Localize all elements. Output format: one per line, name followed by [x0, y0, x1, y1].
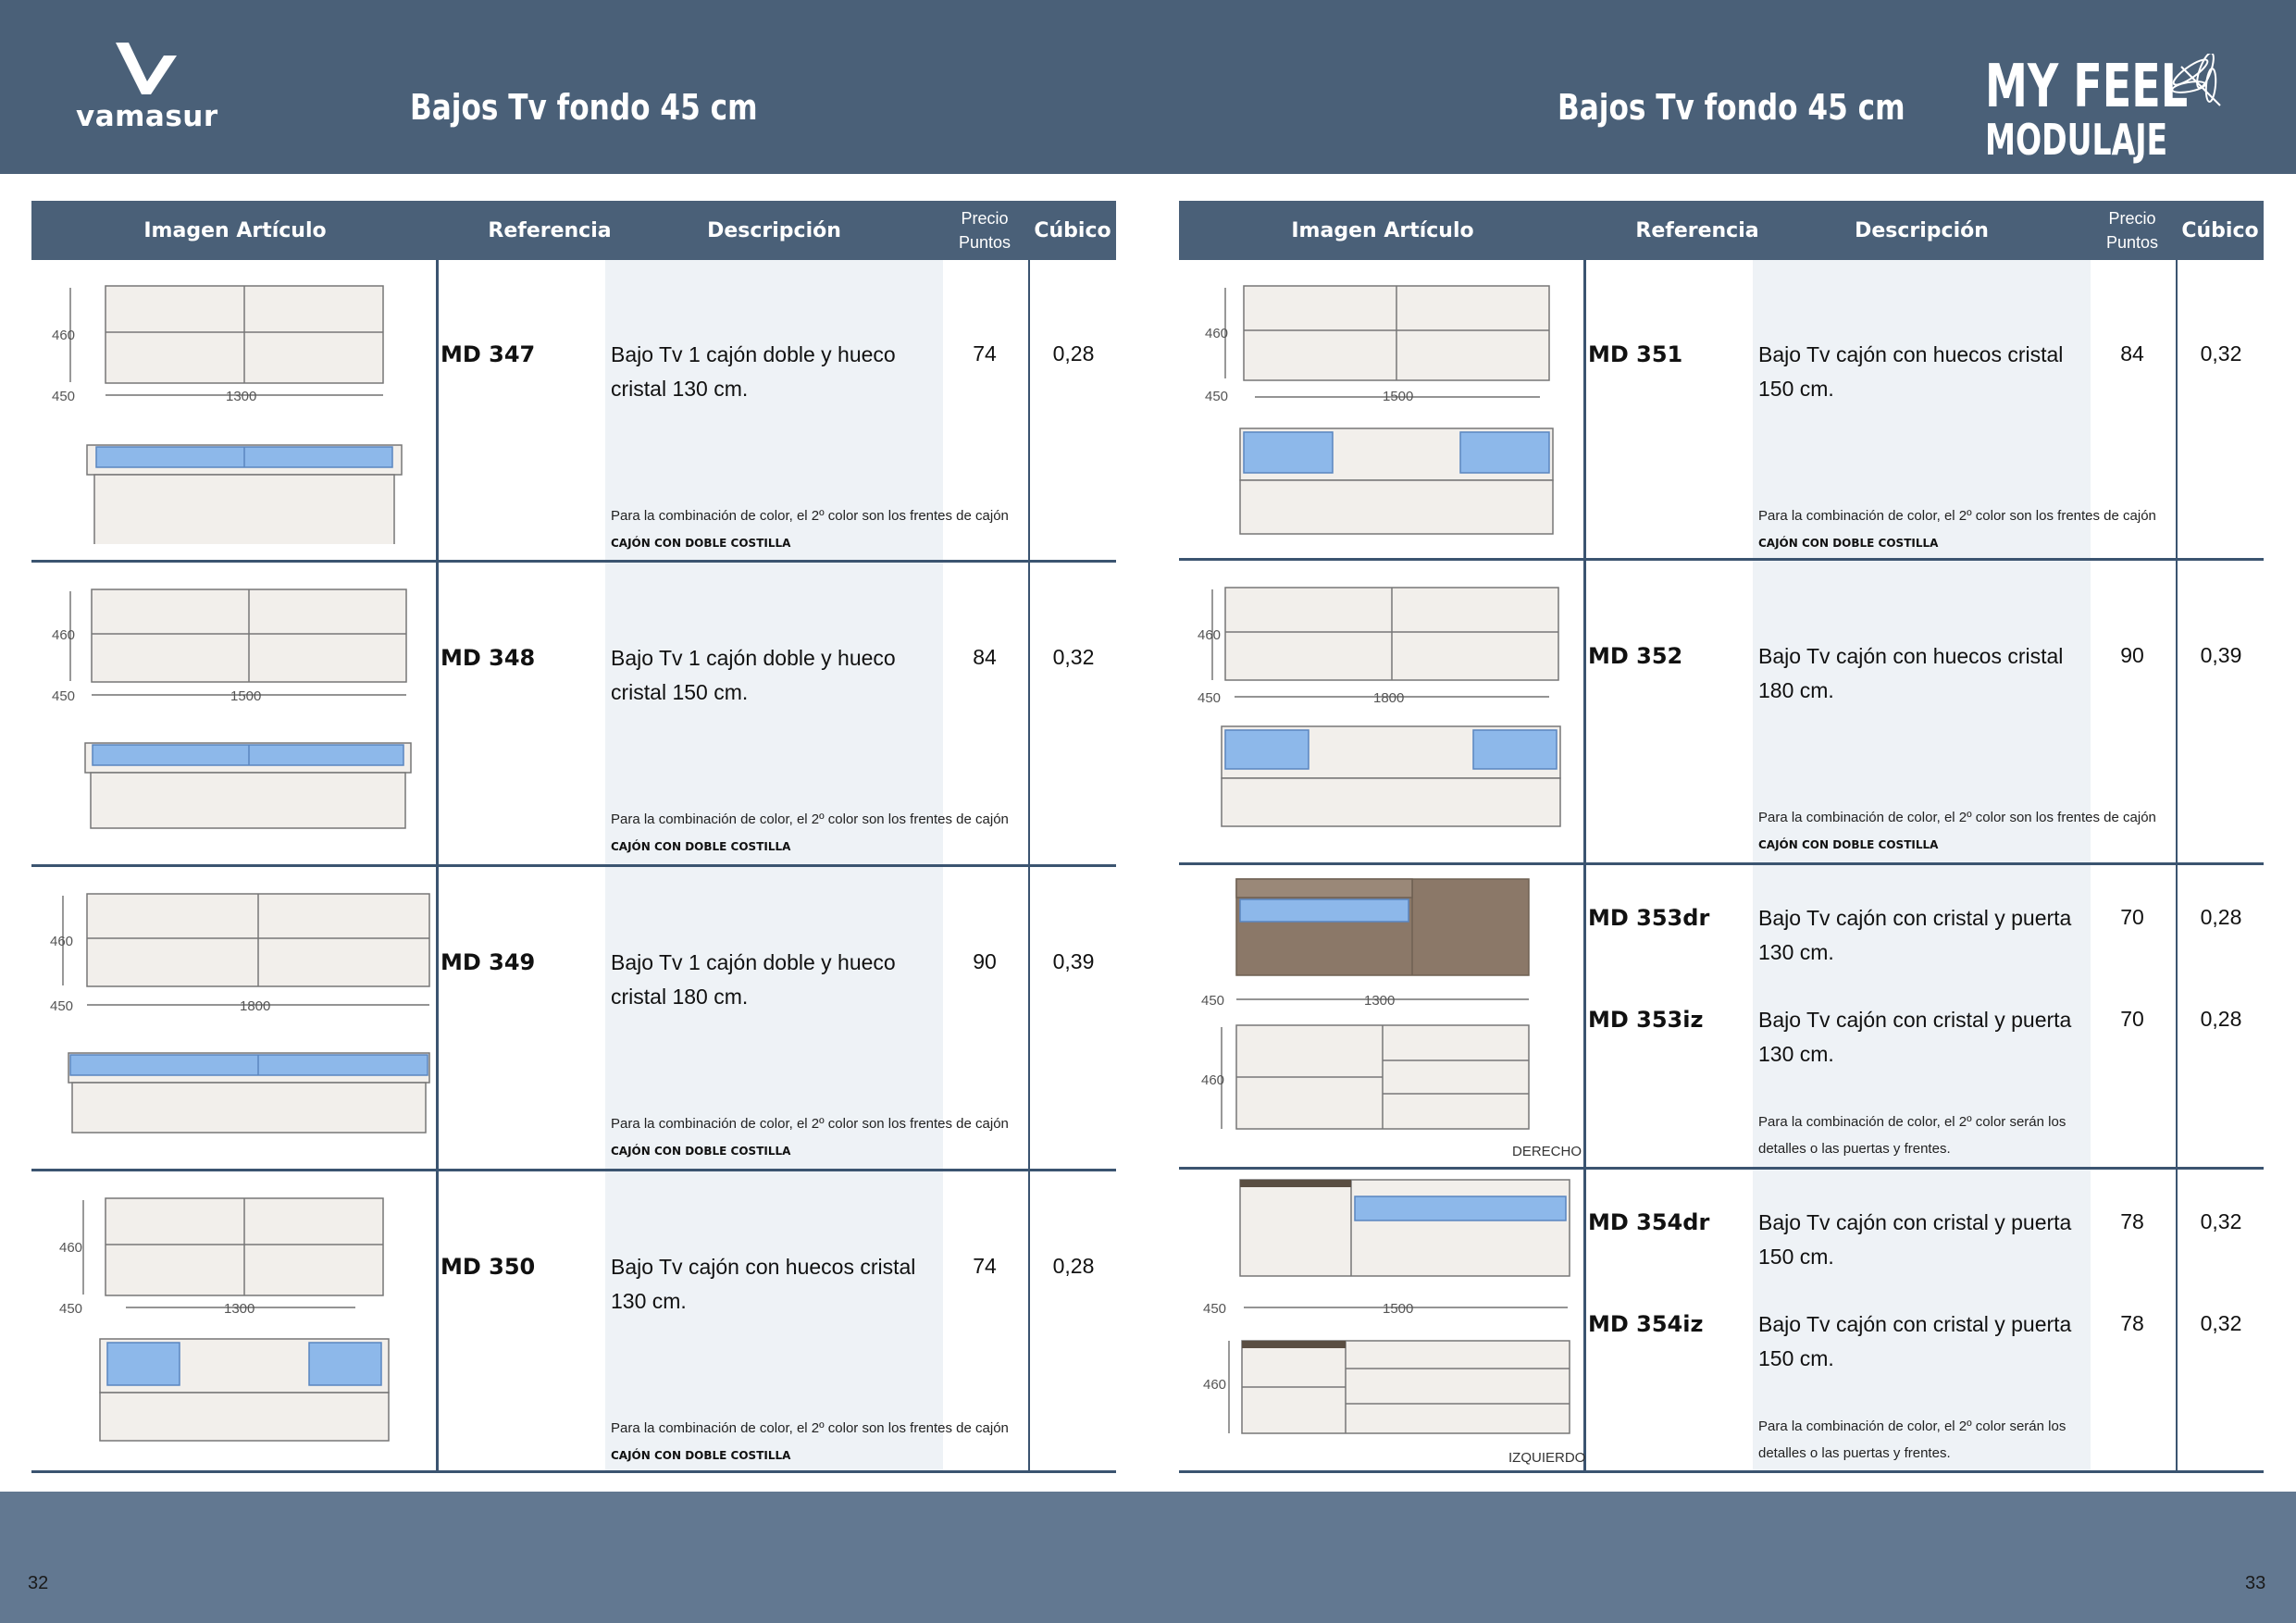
col-description: Descripción [1855, 218, 1989, 242]
width-label: 1800 [1373, 690, 1405, 706]
price: 74 [973, 1254, 997, 1278]
footer-bar [0, 1492, 2296, 1623]
height-label: 460 [59, 1240, 83, 1256]
width-label: 1500 [1383, 389, 1414, 404]
table-row [1179, 866, 2264, 1170]
description: Bajo Tv cajón con huecos cristal 150 cm. [1758, 342, 2064, 401]
height-label: 460 [1205, 326, 1229, 341]
width-label: 1300 [224, 1301, 255, 1317]
height-label: 460 [1201, 1072, 1225, 1088]
col-price [943, 201, 1026, 260]
description: Bajo Tv cajón con cristal y puerta 130 cm. [1758, 906, 2072, 964]
price: 84 [973, 645, 997, 669]
price: 70 [2120, 905, 2144, 929]
col-price-line2: Puntos [958, 233, 1011, 252]
drawer-note: CAJÓN CON DOBLE COSTILLA [611, 537, 791, 550]
description: Bajo Tv cajón con cristal y puerta 130 cm. [1758, 1008, 2072, 1066]
cubic: 0,32 [2200, 1311, 2242, 1335]
page-title-left: Bajos Tv fondo 45 cm [410, 87, 758, 128]
page-title-right: Bajos Tv fondo 45 cm [1558, 87, 1905, 128]
width-label: 1800 [240, 998, 271, 1014]
vamasur-logo [76, 41, 217, 133]
side-label: DERECHO [1512, 1144, 1582, 1159]
drawer-note: CAJÓN CON DOBLE COSTILLA [1758, 537, 1939, 550]
width-label: 1300 [226, 389, 257, 404]
page-number-right: 33 [2245, 1573, 2266, 1593]
header-bar [0, 0, 2296, 174]
reference: MD 353dr [1588, 905, 1710, 931]
product-table-right [1179, 201, 2264, 1473]
description: Bajo Tv cajón con cristal y puerta 150 cm. [1758, 1312, 2072, 1370]
description: Bajo Tv cajón con cristal y puerta 150 cm. [1758, 1210, 2072, 1269]
table-row [31, 260, 1116, 564]
product-drawing-md351 [1198, 280, 1568, 544]
col-image: Imagen Artículo [143, 218, 327, 242]
cubic: 0,39 [1052, 949, 1095, 973]
cubic: 0,32 [2200, 341, 2242, 365]
color-note: Para la combinación de color, el 2º color serán los detalles o las puertas y frentes. [1758, 1114, 2066, 1157]
drawer-note: CAJÓN CON DOBLE COSTILLA [611, 1145, 791, 1158]
cubic: 0,28 [2200, 1007, 2242, 1031]
table-row [31, 1172, 1116, 1476]
table-row [1179, 260, 2264, 564]
cubic: 0,39 [2200, 643, 2242, 667]
color-note: Para la combinación de color, el 2º color serán los detalles o las puertas y frentes. [1758, 1419, 2066, 1461]
width-label: 1500 [1383, 1301, 1414, 1317]
price: 70 [2120, 1007, 2144, 1031]
description: Bajo Tv cajón con huecos cristal 180 cm. [1758, 644, 2064, 702]
width-label: 1500 [230, 688, 262, 704]
depth-label: 450 [52, 389, 76, 404]
description: Bajo Tv 1 cajón doble y hueco cristal 150 cm. [611, 646, 896, 704]
reference: MD 347 [441, 341, 536, 367]
cubic: 0,32 [2200, 1209, 2242, 1233]
cubic: 0,28 [1052, 1254, 1095, 1278]
description: Bajo Tv 1 cajón doble y hueco cristal 180 cm. [611, 950, 896, 1009]
product-table-left [31, 201, 1116, 1473]
price: 90 [973, 949, 997, 973]
description: Bajo Tv 1 cajón doble y hueco cristal 130 cm. [611, 342, 896, 401]
col-reference: Referencia [488, 218, 612, 242]
product-drawing-md348 [50, 584, 439, 848]
logo-line-2: MODULAJE [1985, 115, 2168, 165]
table-row [1179, 1171, 2264, 1474]
depth-label: 450 [59, 1301, 83, 1317]
cubic: 0,28 [2200, 905, 2242, 929]
price: 84 [2120, 341, 2144, 365]
cubic: 0,28 [1052, 341, 1095, 365]
page-number-left: 32 [28, 1573, 49, 1593]
height-label: 460 [1198, 627, 1222, 643]
col-image: Imagen Artículo [1291, 218, 1474, 242]
reference: MD 350 [441, 1254, 536, 1280]
height-label: 460 [1203, 1377, 1227, 1393]
color-note: Para la combinación de color, el 2º color son los frentes de cajón [611, 1116, 1009, 1132]
color-note: Para la combinación de color, el 2º color son los frentes de cajón [611, 812, 1009, 827]
depth-label: 450 [1203, 1301, 1227, 1317]
col-reference: Referencia [1635, 218, 1759, 242]
price: 74 [973, 341, 997, 365]
col-price-line1: Precio [961, 209, 1009, 228]
drawer-note: CAJÓN CON DOBLE COSTILLA [611, 1449, 791, 1462]
table-header [1179, 201, 2264, 260]
table-row [1179, 562, 2264, 865]
color-note: Para la combinación de color, el 2º color son los frentes de cajón [1758, 508, 2156, 524]
price: 78 [2120, 1209, 2144, 1233]
drawer-note: CAJÓN CON DOBLE COSTILLA [1758, 838, 1939, 851]
price: 90 [2120, 643, 2144, 667]
reference: MD 353iz [1588, 1007, 1704, 1033]
col-price-line2: Puntos [2105, 233, 2159, 252]
product-drawing-md349 [50, 888, 448, 1152]
table-header [31, 201, 1116, 260]
product-drawing-md352 [1198, 582, 1586, 846]
cubic: 0,32 [1052, 645, 1095, 669]
table-row [31, 564, 1116, 867]
product-drawing-md353 [1198, 875, 1577, 1153]
reference: MD 349 [441, 949, 536, 975]
height-label: 460 [52, 627, 76, 643]
depth-label: 450 [1205, 389, 1229, 404]
reference: MD 354iz [1588, 1311, 1704, 1337]
col-price [2091, 201, 2174, 260]
product-drawing-md354 [1198, 1174, 1577, 1452]
color-note: Para la combinación de color, el 2º color son los frentes de cajón [1758, 810, 2156, 825]
depth-label: 450 [1201, 993, 1225, 1009]
reference: MD 354dr [1588, 1209, 1710, 1235]
depth-label: 450 [1198, 690, 1222, 706]
col-cubic: Cúbico [2181, 218, 2259, 242]
logo-line-1: MY FEEL [1985, 53, 2189, 121]
color-note: Para la combinación de color, el 2º color son los frentes de cajón [611, 508, 1009, 524]
product-drawing-md347 [50, 280, 420, 544]
col-description: Descripción [707, 218, 841, 242]
drawer-note: CAJÓN CON DOBLE COSTILLA [611, 840, 791, 853]
col-cubic: Cúbico [1034, 218, 1111, 242]
width-label: 1300 [1364, 993, 1396, 1009]
depth-label: 450 [52, 688, 76, 704]
height-label: 460 [52, 328, 76, 343]
price: 78 [2120, 1311, 2144, 1335]
side-label: IZQUIERDO [1508, 1450, 1586, 1466]
v-mark-icon [114, 41, 179, 96]
depth-label: 450 [50, 998, 74, 1014]
color-note: Para la combinación de color, el 2º color son los frentes de cajón [611, 1420, 1009, 1436]
reference: MD 352 [1588, 643, 1683, 669]
brand-name: vamasur [76, 100, 218, 133]
reference: MD 351 [1588, 341, 1683, 367]
product-drawing-md350 [50, 1193, 420, 1456]
reference: MD 348 [441, 645, 536, 671]
height-label: 460 [50, 934, 74, 949]
description: Bajo Tv cajón con huecos cristal 130 cm. [611, 1255, 916, 1313]
col-price-line1: Precio [2108, 209, 2156, 228]
dragonfly-icon [2170, 54, 2235, 118]
table-row [31, 868, 1116, 1171]
